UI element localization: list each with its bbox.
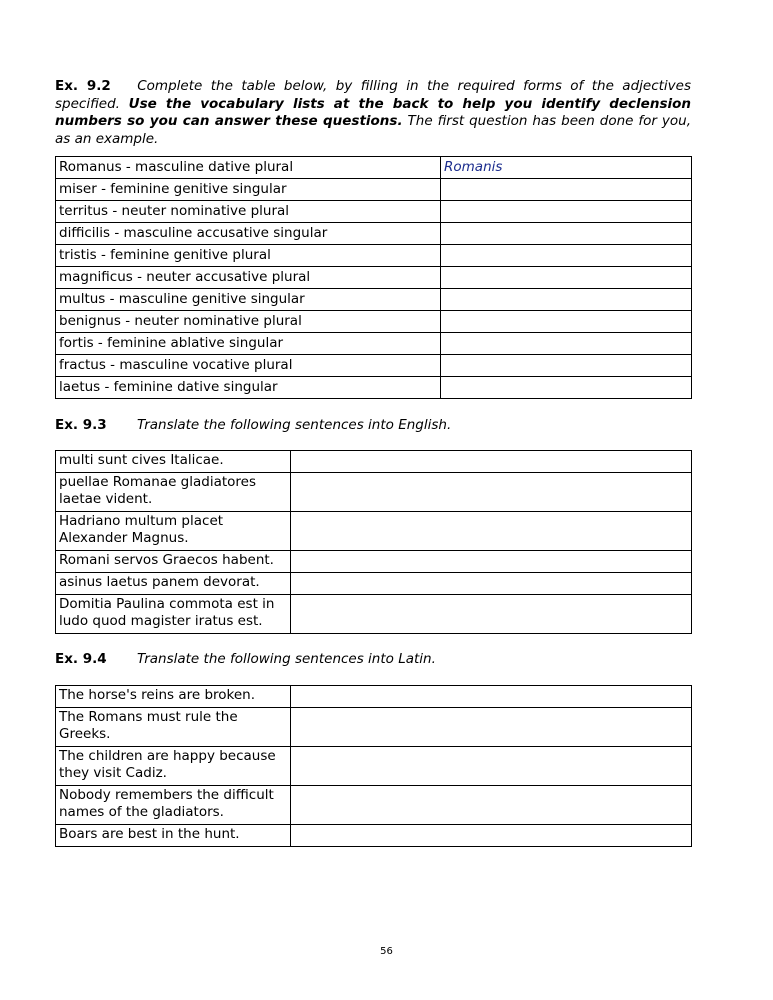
answer-cell[interactable]	[291, 573, 692, 595]
table-row	[56, 473, 692, 512]
ex93-heading	[55, 417, 691, 434]
table-row	[56, 223, 692, 245]
table-row	[56, 289, 692, 311]
table-row	[56, 708, 692, 747]
prompt-cell: Boars are best in the hunt.	[56, 825, 291, 847]
table-row	[56, 825, 692, 847]
prompt-cell: magnificus - neuter accusative plural	[56, 267, 441, 289]
answer-cell[interactable]	[441, 333, 692, 355]
answer-cell[interactable]	[291, 686, 692, 708]
prompt-cell: miser - feminine genitive singular	[56, 179, 441, 201]
table-row	[56, 355, 692, 377]
ex92-table	[55, 156, 692, 399]
ex92-number: Ex. 9.2	[55, 78, 111, 94]
prompt-cell: Romani servos Graecos habent.	[56, 551, 291, 573]
answer-cell[interactable]	[441, 245, 692, 267]
table-row	[56, 333, 692, 355]
ex92-instruction-part2: The first question has been done for you, as an example.	[55, 113, 691, 147]
ex94-table	[55, 685, 692, 847]
prompt-cell: tristis - feminine genitive plural	[56, 245, 441, 267]
table-row	[56, 267, 692, 289]
prompt-cell: Domitia Paulina commota est in ludo quod magister iratus est.	[56, 595, 291, 634]
prompt-cell: asinus laetus panem devorat.	[56, 573, 291, 595]
answer-cell[interactable]	[291, 512, 692, 551]
ex94-instruction: Translate the following sentences into Latin.	[137, 651, 436, 667]
prompt-cell: benignus - neuter nominative plural	[56, 311, 441, 333]
table-row	[56, 157, 692, 179]
table-row	[56, 573, 692, 595]
prompt-cell: difficilis - masculine accusative singular	[56, 223, 441, 245]
answer-cell[interactable]	[291, 551, 692, 573]
table-row	[56, 245, 692, 267]
prompt-cell: laetus - feminine dative singular	[56, 377, 441, 399]
answer-cell[interactable]	[291, 595, 692, 634]
table-row	[56, 786, 692, 825]
prompt-cell: multi sunt cives Italicae.	[56, 451, 291, 473]
ex94-number: Ex. 9.4	[55, 651, 107, 667]
prompt-cell: puellae Romanae gladiatores laetae vident.	[56, 473, 291, 512]
table-row	[56, 451, 692, 473]
answer-cell[interactable]	[291, 825, 692, 847]
ex92-instructions	[55, 78, 691, 148]
answer-cell[interactable]	[291, 451, 692, 473]
prompt-cell: Hadriano multum placet Alexander Magnus.	[56, 512, 291, 551]
prompt-cell: The children are happy because they visit Cadiz.	[56, 747, 291, 786]
answer-cell[interactable]	[441, 355, 692, 377]
prompt-cell: The Romans must rule the Greeks.	[56, 708, 291, 747]
table-row	[56, 179, 692, 201]
table-row	[56, 377, 692, 399]
answer-cell[interactable]	[441, 377, 692, 399]
answer-cell[interactable]	[291, 708, 692, 747]
answer-cell[interactable]	[291, 473, 692, 512]
answer-cell[interactable]	[441, 311, 692, 333]
ex92-instruction-bold: Use the vocabulary lists at the back to help you identify declension numbers so you can answer these questions.	[55, 95, 691, 129]
ex93-number: Ex. 9.3	[55, 417, 107, 433]
prompt-cell: fractus - masculine vocative plural	[56, 355, 441, 377]
answer-cell[interactable]	[441, 289, 692, 311]
worksheet-page	[55, 78, 691, 847]
table-row	[56, 551, 692, 573]
table-row	[56, 201, 692, 223]
page-number: 56	[380, 946, 393, 957]
answer-cell[interactable]	[441, 201, 692, 223]
answer-cell[interactable]	[441, 223, 692, 245]
prompt-cell: multus - masculine genitive singular	[56, 289, 441, 311]
prompt-cell: Romanus - masculine dative plural	[56, 157, 441, 179]
table-row	[56, 595, 692, 634]
answer-cell[interactable]	[291, 747, 692, 786]
answer-cell[interactable]	[441, 267, 692, 289]
prompt-cell: Nobody remembers the difficult names of the gladiators.	[56, 786, 291, 825]
ex93-table	[55, 450, 692, 634]
ex94-heading	[55, 651, 691, 668]
prompt-cell: The horse's reins are broken.	[56, 686, 291, 708]
ex93-instruction: Translate the following sentences into English.	[137, 417, 452, 433]
answer-cell[interactable]: Romanis	[441, 157, 692, 179]
table-row	[56, 686, 692, 708]
table-row	[56, 311, 692, 333]
table-row	[56, 747, 692, 786]
answer-cell[interactable]	[291, 786, 692, 825]
table-row	[56, 512, 692, 551]
prompt-cell: fortis - feminine ablative singular	[56, 333, 441, 355]
ex92-instruction-part1: Complete the table below, by filling in the required forms of the adjectives specified.	[55, 78, 691, 112]
prompt-cell: territus - neuter nominative plural	[56, 201, 441, 223]
answer-cell[interactable]	[441, 179, 692, 201]
